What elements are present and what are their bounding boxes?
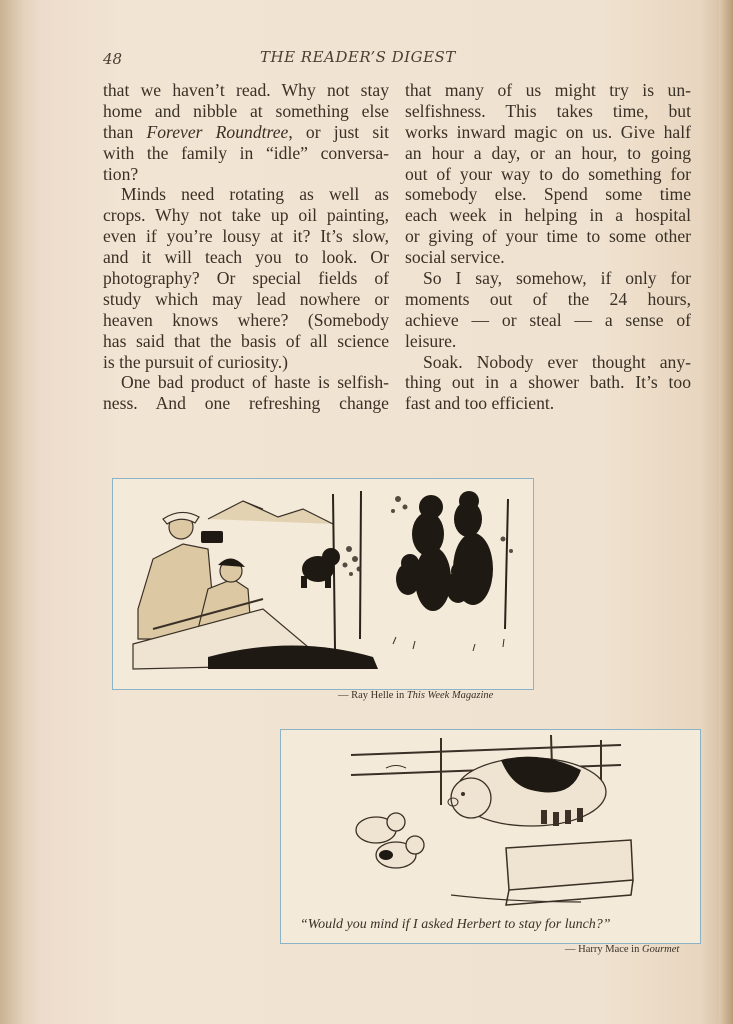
text-line: out of your way to do something for	[405, 163, 691, 184]
text-line: that we haven’t read. Why not stay	[103, 80, 389, 100]
cartoon1-credit: — Ray Helle in This Week Magazine	[338, 690, 494, 701]
right-text-column	[405, 80, 691, 414]
text-line: that many of us might try is un-	[405, 80, 691, 100]
text-line: social service.	[405, 247, 505, 268]
page-spine-shadow	[719, 0, 733, 1024]
text-line: selfishness. This takes time, but	[405, 100, 691, 121]
text-line: photography? Or special fields of	[103, 268, 389, 289]
text-line: each week in helping in a hospital	[405, 205, 691, 226]
text-line: an hour a day, or an hour, to going	[405, 142, 691, 163]
left-text-column	[103, 80, 389, 414]
text-line: achieve — or steal — a sense of	[405, 309, 691, 330]
cartoon2-caption: “Would you mind if I asked Herbert to stay for lunch?”	[300, 917, 611, 932]
page-left-edge	[0, 0, 26, 1024]
running-title: THE READER’S DIGEST	[260, 48, 456, 66]
text-line: So I say, somehow, if only for	[423, 268, 691, 289]
text-line: with the family in “idle” conversa-	[103, 142, 389, 163]
book-title: Forever Roundtree	[146, 121, 289, 142]
cartoon-bears-illustration	[113, 479, 533, 689]
text-line: Minds need rotating as well as	[121, 184, 389, 205]
cartoon-pigs-illustration	[281, 730, 700, 943]
text-line: home and nibble at something else	[103, 100, 389, 121]
cartoon-pigs-lunch	[280, 729, 701, 944]
text-line: and it will teach you to look. Or	[103, 247, 389, 268]
text-line: leisure.	[405, 330, 457, 351]
text-line: study which may lead nowhere or	[103, 288, 389, 309]
text-line: even if you’re lousy at it? It’s slow,	[103, 226, 389, 247]
text-line: thing out in a shower bath. It’s too	[405, 372, 691, 393]
text-line: moments out of the 24 hours,	[405, 288, 691, 309]
text-line: Soak. Nobody ever thought any-	[423, 351, 691, 372]
text-line: crops. Why not take up oil painting,	[103, 205, 389, 226]
page-number: 48	[103, 50, 123, 68]
text-line: somebody else. Spend some time	[405, 184, 691, 205]
cartoon-bears-tourists	[112, 478, 534, 690]
text-line: tion?	[103, 163, 139, 184]
cartoon2-credit: — Harry Mace in Gourmet	[565, 944, 680, 955]
text-line: fast and too efficient.	[405, 393, 555, 414]
text-line: has said that the basis of all science	[103, 330, 389, 351]
text-line: One bad product of haste is selfish-	[121, 372, 389, 393]
text-line: or giving of your time to some other	[405, 226, 691, 247]
text-line: works inward magic on us. Give half	[405, 121, 691, 142]
text-line: heaven knows where? (Somebody	[103, 309, 389, 330]
text-line: than Forever Roundtree, or just sit	[103, 121, 389, 142]
text-line: is the pursuit of curiosity.)	[103, 351, 289, 372]
text-line: ness. And one refreshing change	[103, 393, 389, 414]
